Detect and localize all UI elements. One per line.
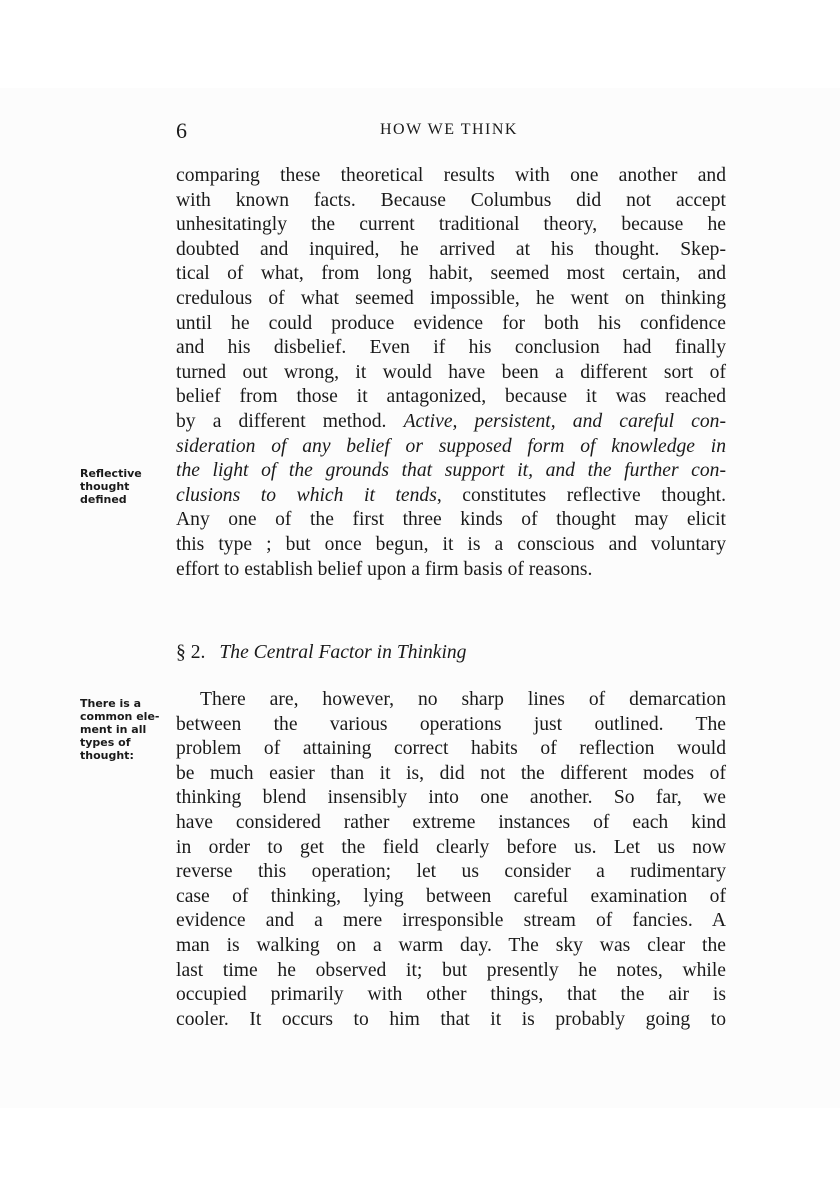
text-run: effort to establish belief upon a firm basis of reasons.: [176, 558, 593, 580]
text-run: credulous of what seemed impossible, he went on thinking: [176, 287, 726, 309]
margin-note-line: defined: [80, 493, 127, 506]
text-run: turned out wrong, it would have been a different sort of: [176, 361, 726, 383]
margin-note-line: types of: [80, 736, 131, 749]
text-line: [176, 484, 726, 509]
text-run: by a different method.: [176, 410, 404, 432]
text-run: this type ; but once begun, it is a conscious and voluntary: [176, 533, 726, 555]
text-run: have considered rather extreme instances of each kind: [176, 811, 726, 833]
paragraph-block-1: [176, 164, 726, 582]
italic-run: Active, persistent, and careful con-: [403, 410, 727, 432]
text-run: between the various operations just outlined. The: [176, 713, 726, 735]
text-run: Any one of the first three kinds of thought may elicit: [176, 509, 726, 531]
text-line: [176, 287, 726, 312]
italic-run: the light of the grounds that support it, and the further con-: [176, 460, 726, 482]
text-line: [176, 213, 726, 238]
section-title: The Central Factor in Thinking: [219, 642, 467, 663]
text-line: [176, 836, 726, 861]
italic-run: sideration of any belief or supposed form of knowledge in: [176, 435, 726, 457]
text-line: [176, 459, 726, 484]
text-run: reverse this operation; let us consider a rudimentary: [176, 861, 726, 883]
text-run: comparing these theoretical results with one another and: [176, 165, 726, 186]
text-line: [176, 762, 726, 787]
text-line: [176, 238, 726, 263]
text-line: [176, 737, 726, 762]
text-run: problem of attaining correct habits of reflection would: [176, 738, 726, 760]
text-line: [176, 885, 726, 910]
margin-note-line: Reflective: [80, 467, 142, 480]
text-run: tical of what, from long habit, seemed most certain, and: [176, 263, 726, 285]
text-run: There are, however, no sharp lines of demarcation: [200, 689, 726, 710]
text-run: unhesitatingly the current traditional theory, because he: [176, 214, 726, 236]
text-line: [176, 164, 726, 189]
section-mark: § 2.: [176, 642, 206, 663]
text-run: with known facts. Because Columbus did not accept: [176, 189, 726, 211]
text-run: , constitutes reflective thought.: [436, 484, 727, 506]
paragraph-block-2: [176, 688, 726, 1032]
text-line: [176, 262, 726, 287]
text-line: [176, 189, 726, 214]
text-line: [176, 934, 726, 959]
text-run: belief from those it antagonized, because it was reached: [176, 386, 726, 408]
text-run: doubted and inquired, he arrived at his thought. Skep-: [176, 238, 726, 260]
margin-note-line: ment in all: [80, 723, 147, 736]
text-line: [176, 909, 726, 934]
text-line: [176, 860, 726, 885]
section-heading: [176, 642, 466, 664]
text-run: in order to get the field clearly before us. Let us now: [176, 836, 726, 858]
text-line: [176, 983, 726, 1008]
text-line: [176, 336, 726, 361]
margin-note-line: common ele-: [80, 710, 160, 723]
text-line: [176, 959, 726, 984]
text-run: thinking blend insensibly into one another. So far, we: [176, 787, 726, 809]
text-run: until he could produce evidence for both his confidence: [176, 312, 726, 334]
text-line: [176, 786, 726, 811]
text-run: last time he observed it; but presently he notes, while: [176, 959, 726, 981]
text-run: and his disbelief. Even if his conclusion had finally: [176, 337, 726, 359]
text-run: cooler. It occurs to him that it is probably going to: [176, 1008, 726, 1030]
text-line: [176, 811, 726, 836]
margin-note-line: thought:: [80, 749, 134, 762]
text-run: man is walking on a warm day. The sky was clear the: [176, 934, 726, 956]
text-run: occupied primarily with other things, that the air is: [176, 984, 726, 1006]
text-line: [176, 1008, 726, 1033]
text-line: [176, 435, 726, 460]
text-line: [176, 410, 726, 435]
text-run: case of thinking, lying between careful examination of: [176, 885, 726, 907]
text-line: [176, 713, 726, 738]
text-line: [176, 361, 726, 386]
running-head: HOW WE THINK: [380, 121, 518, 138]
page-number: 6: [176, 118, 187, 143]
margin-note-reflective-thought: [80, 467, 170, 506]
text-line: [176, 533, 726, 558]
text-line: [176, 508, 726, 533]
text-run: evidence and a mere irresponsible stream of fancies. A: [176, 910, 726, 932]
text-line: [176, 688, 726, 713]
margin-note-line: thought: [80, 480, 130, 493]
margin-note-common-element: [80, 697, 170, 762]
italic-run: clusions to which it tends: [176, 484, 437, 506]
text-line: [176, 558, 726, 583]
text-line: [176, 385, 726, 410]
text-run: be much easier than it is, did not the different modes of: [176, 762, 726, 784]
text-line: [176, 312, 726, 337]
margin-note-line: There is a: [80, 697, 142, 710]
